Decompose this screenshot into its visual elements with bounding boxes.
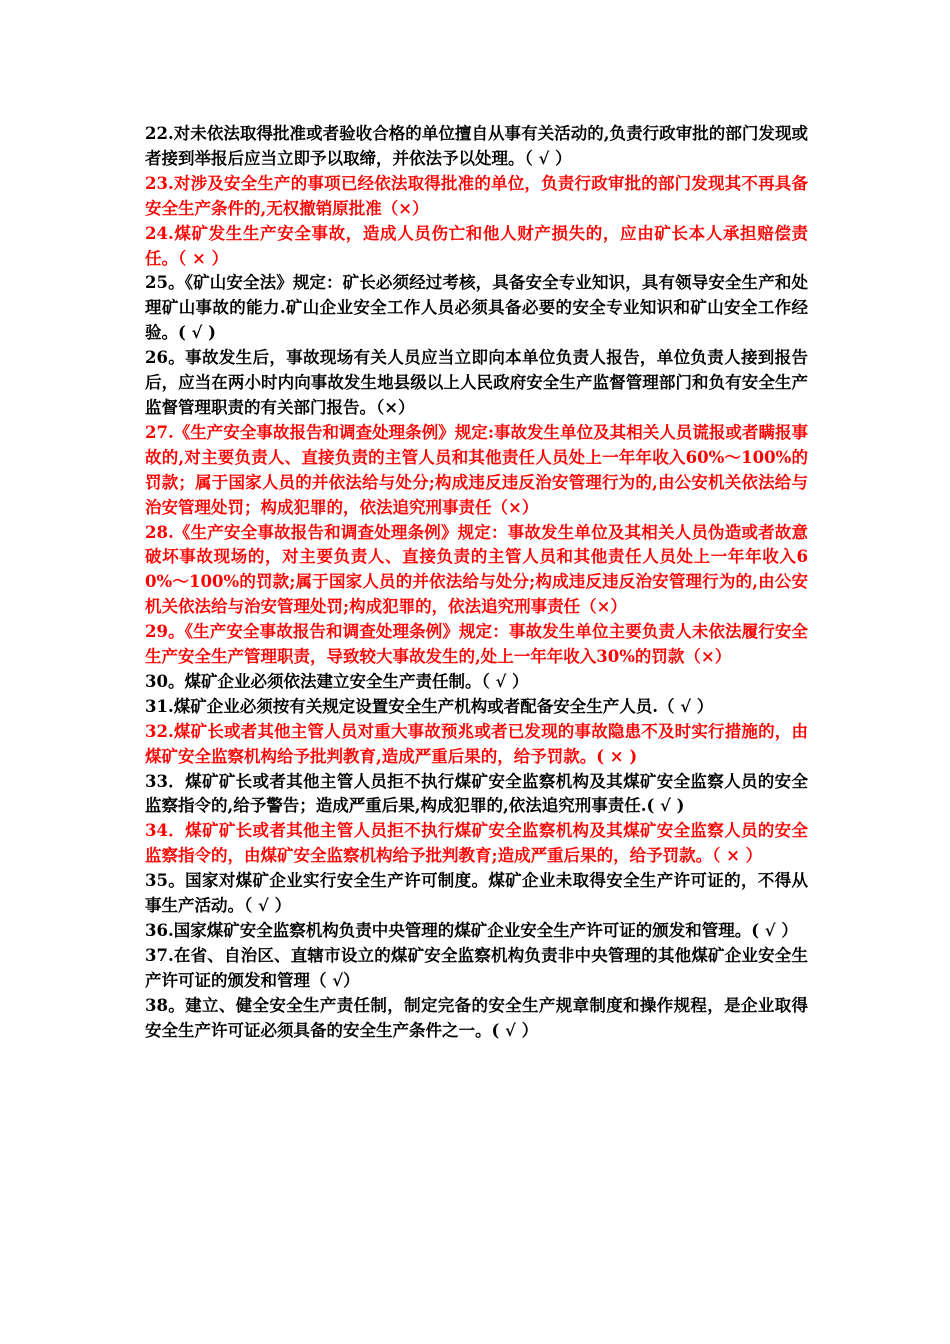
question-32: 32.煤矿长或者其他主管人员对重大事故预兆或者已发现的事故隐患不及时实行措施的，由煤矿安全监察机构给予批判教育,造成严重后果的，给予罚款。( × ) <box>145 721 808 766</box>
question-34: 34．煤矿矿长或者其他主管人员拒不执行煤矿安全监察机构及其煤矿安全监察人员的安全监察指令的，由煤矿安全监察机构给予批判教育;造成严重后果的，给予罚款。（ × ） <box>145 821 808 866</box>
question-30: 30。煤矿企业必须依法建立安全生产责任制。（ √ ） <box>145 671 529 691</box>
question-24: 24.煤矿发生生产安全事故，造成人员伤亡和他人财产损失的，应由矿长本人承担赔偿责任。（ × ） <box>145 223 808 268</box>
question-22: 22.对未依法取得批准或者验收合格的单位擅自从事有关活动的,负责行政审批的部门发现或者接到举报后应当立即予以取缔，并依法予以处理。（ √ ） <box>145 124 808 168</box>
question-25: 25。《矿山安全法》规定：矿长必须经过考核，具备安全专业知识，具有领导安全生产和处理矿山事故的能力.矿山企业安全工作人员必须具备必要的安全专业知识和矿山安全工作经验。( √ ) <box>145 273 808 343</box>
question-38: 38。建立、健全安全生产责任制，制定完备的安全生产规章制度和操作规程，是企业取得安全生产许可证必须具备的安全生产条件之一。( √ ） <box>145 995 808 1040</box>
question-37: 37.在省、自治区、直辖市设立的煤矿安全监察机构负责非中央管理的其他煤矿企业安全生产许可证的颁发和管理（ √） <box>145 945 808 990</box>
question-26: 26。事故发生后，事故现场有关人员应当立即向本单位负责人报告，单位负责人接到报告后，应当在两小时内向事故发生地县级以上人民政府安全生产监督管理部门和负有安全生产监督管理职责的有关部门报告。（×） <box>145 348 808 417</box>
question-23: 23.对涉及安全生产的事项已经依法取得批准的单位，负责行政审批的部门发现其不再具备安全生产条件的,无权撤销原批准（×） <box>145 173 808 218</box>
question-28: 28.《生产安全事故报告和调查处理条例》规定：事故发生单位及其相关人员伪造或者故意破坏事故现场的，对主要负责人、直接负责的主管人员和其他责任人员处上一年年收入60%～100%的罚款;属于国家人员的并依法给与处分;构成违反违反治安管理行为的,由公安机关依法给与治安管理处罚;构成犯罪的，依法追究刑事责任（×） <box>145 522 808 617</box>
question-31: 31.煤矿企业必须按有关规定设置安全生产机构或者配备安全生产人员.（ √ ） <box>145 696 714 716</box>
question-29: 29。《生产安全事故报告和调查处理条例》规定：事故发生单位主要负责人未依法履行安全生产安全生产管理职责，导致较大事故发生的,处上一年年收入30%的罚款（×） <box>145 622 808 667</box>
question-35: 35。国家对煤矿企业实行安全生产许可制度。煤矿企业未取得安全生产许可证的，不得从事生产活动。（ √ ） <box>145 871 808 916</box>
question-33: 33．煤矿矿长或者其他主管人员拒不执行煤矿安全监察机构及其煤矿安全监察人员的安全监察指令的,给予警告；造成严重后果,构成犯罪的,依法追究刑事责任.( √ ) <box>145 771 808 816</box>
document-body <box>145 122 808 1044</box>
question-36: 36.国家煤矿安全监察机构负责中央管理的煤矿企业安全生产许可证的颁发和管理。( √ ） <box>145 921 798 940</box>
question-27: 27.《生产安全事故报告和调查处理条例》规定:事故发生单位及其相关人员谎报或者瞒报事故的,对主要负责人、直接负责的主管人员和其他责任人员处上一年年收入60%～100%的罚款；属于国家人员的并依法给与处分;构成违反违反治安管理行为的,由公安机关依法给与治安管理处罚；构成犯罪的，依法追究刑事责任（×） <box>145 422 808 517</box>
